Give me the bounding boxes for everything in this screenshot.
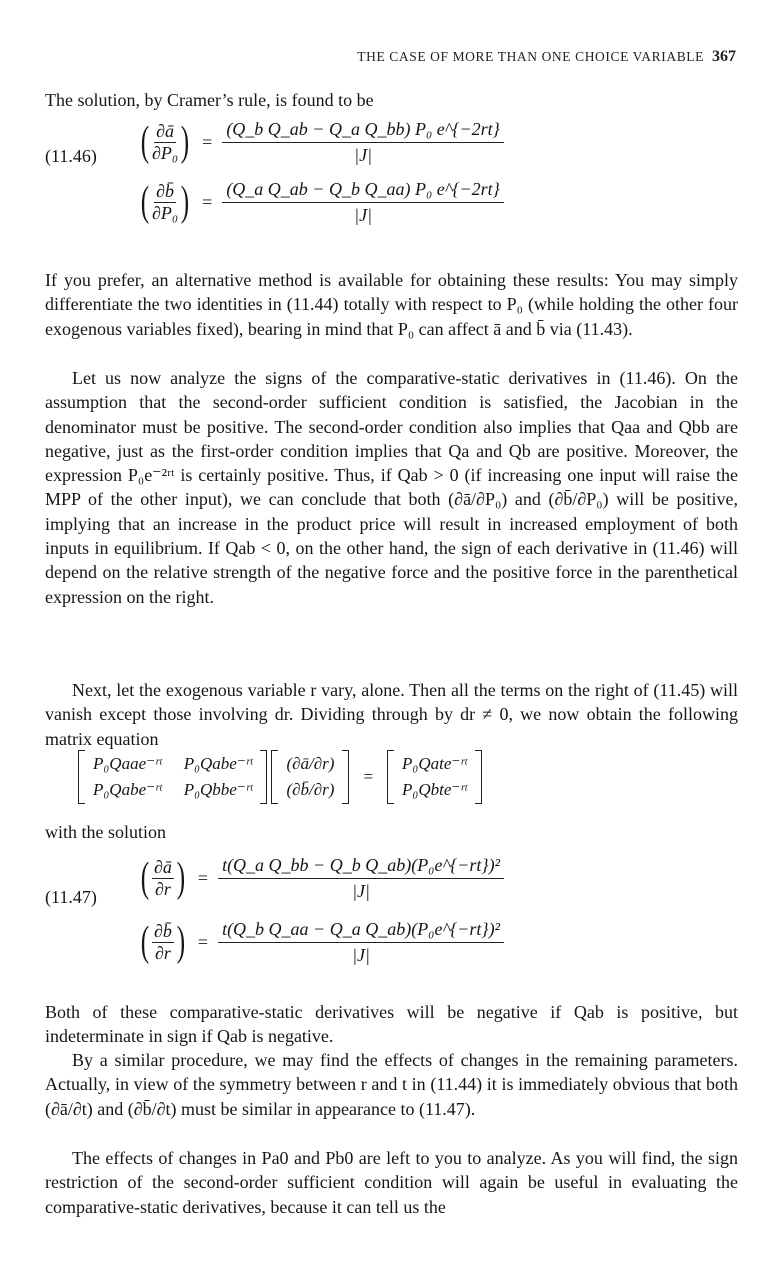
- matrix-cell: P₀Qaae⁻ʳᵗ: [93, 754, 162, 773]
- derivative-rhs: $\frac{\text{t(Q\_a Q\_bb − Q\_b Q\_ab)(P₀e\textasciicircum{}\{−rt\})²}}{|J|}$: [218, 855, 504, 902]
- equation-row: ( $\frac{\partial ā}{\partial r}$ ) = $\frac{\text{t(Q\_a Q\_bb − Q\_b Q\_ab)(P₀e\textasciicircum{}\{−rt\})²}}{|J|}$: [138, 849, 504, 907]
- equation-11-46: [138, 113, 504, 231]
- matrix-cell: (∂b̄/∂r): [286, 780, 335, 799]
- coefficient-matrix: [78, 750, 267, 804]
- running-head: [357, 48, 736, 66]
- page-number: 367: [712, 48, 736, 65]
- running-head-title: THE CASE OF MORE THAN ONE CHOICE VARIABLE: [357, 49, 704, 64]
- constant-vector: [387, 750, 482, 804]
- equation-row: ( $\frac{\partial b̄}{\text{∂P₀}}$ ) = $\frac{\text{(Q\_a Q\_ab − Q\_b Q\_aa) P₀ e\textasciicircum{}\{−2rt\}}}{|J|}$: [138, 173, 504, 231]
- with-solution-text: with the solution: [45, 822, 166, 842]
- paragraph-similar-procedure: By a similar procedure, we may find the effects of changes in the remaining parameters. Actually, in view of the symmetry between r and t in (11.44) it is immediately obvious that both (∂ā/∂t) and (∂b̄/∂t) must be similar in appearance to (11.47).: [45, 1050, 738, 1119]
- matrix-cell: P₀Qbbe⁻ʳᵗ: [183, 780, 253, 799]
- matrix-cell: P₀Qabe⁻ʳᵗ: [93, 780, 162, 799]
- derivative-lhs: $\frac{\partial ā}{\text{∂P₀}}$: [152, 120, 179, 163]
- matrix-cell: P₀Qate⁻ʳᵗ: [402, 754, 467, 773]
- equation-11-47: [138, 849, 504, 971]
- derivative-lhs: $\frac{\partial b̄}{\text{∂P₀}}$: [152, 180, 179, 223]
- paragraph-vary-r: Next, let the exogenous variable r vary, alone. Then all the terms on the right of (11.45) will vanish except those involving dr. Dividing through by dr ≠ 0, we now obtain the following matrix equation: [45, 680, 738, 749]
- paragraph-sign-analysis: Let us now analyze the signs of the comparative-static derivatives in (11.46). On the assumption that the second-order sufficient condition is satisfied, the Jacobian in the denominator must be positive. The second-order condition also implies that Qaa and Qbb are negative, just as the first-order condition implies that Qa and Qb are positive. Moreover, the expression P₀e⁻²ʳᵗ is certainly positive. Thus, if Qab > 0 (if increasing one input will raise the MPP of the other input), we can conclude that both (∂ā/∂P₀) and (∂b̄/∂P₀) will be positive, implying that an increase in the product price will result in increased employment of both inputs in equilibrium. If Qab < 0, on the other hand, the sign of each derivative in (11.46) will depend on the relative strength of the negative force and the positive force in the parenthetical expression on the right.: [45, 368, 738, 607]
- paragraph-alternative-method: If you prefer, an alternative method is available for obtaining these results: You may simply differentiate the two identities in (11.44) totally with respect to P₀ (while holding the other four exogenous variables fixed), bearing in mind that P₀ can affect ā and b̄ via (11.43).: [45, 270, 738, 339]
- matrix-equation: [78, 750, 482, 804]
- paragraph-price-effects: The effects of changes in Pa0 and Pb0 are left to you to analyze. As you will find, the sign restriction of the second-order sufficient condition will again be useful in evaluating the comparative-static derivatives, because it can tell us the: [45, 1148, 738, 1217]
- matrix-equals: =: [363, 767, 374, 786]
- intro-text: The solution, by Cramer’s rule, is found to be: [45, 90, 374, 110]
- derivative-rhs: $\frac{\text{(Q\_a Q\_ab − Q\_b Q\_aa) P₀ e\textasciicircum{}\{−2rt\}}}{|J|}$: [222, 179, 504, 226]
- unknowns-vector: [271, 750, 349, 804]
- derivative-lhs: $\frac{\partial b̄}{\partial r}$: [154, 920, 172, 963]
- equation-label-11-47: (11.47): [45, 887, 97, 907]
- derivative-rhs: $\frac{\text{(Q\_b Q\_ab − Q\_a Q\_bb) P₀ e\textasciicircum{}\{−2rt\}}}{|J|}$: [222, 119, 504, 166]
- equation-label-11-46: (11.46): [45, 146, 97, 166]
- matrix-cell: P₀Qabe⁻ʳᵗ: [183, 754, 253, 773]
- matrix-cell: P₀Qbte⁻ʳᵗ: [402, 780, 467, 799]
- derivative-rhs: $\frac{\text{t(Q\_b Q\_aa − Q\_a Q\_ab)(P₀e\textasciicircum{}\{−rt\})²}}{|J|}$: [218, 919, 504, 966]
- matrix-cell: (∂ā/∂r): [286, 754, 335, 773]
- equation-row: ( $\frac{\partial ā}{\text{∂P₀}}$ ) = $\frac{\text{(Q\_b Q\_ab − Q\_a Q\_bb) P₀ e\textasciicircum{}\{−2rt\}}}{|J|}$: [138, 113, 504, 171]
- equation-row: ( $\frac{\partial b̄}{\partial r}$ ) = $\frac{\text{t(Q\_b Q\_aa − Q\_a Q\_ab)(P₀e\textasciicircum{}\{−rt\})²}}{|J|}$: [138, 913, 504, 971]
- paragraph-both-negative: Both of these comparative-static derivatives will be negative if Qab is positive, but indeterminate in sign if Qab is negative.: [45, 1002, 738, 1047]
- derivative-lhs: $\frac{\partial ā}{\partial r}$: [154, 856, 172, 899]
